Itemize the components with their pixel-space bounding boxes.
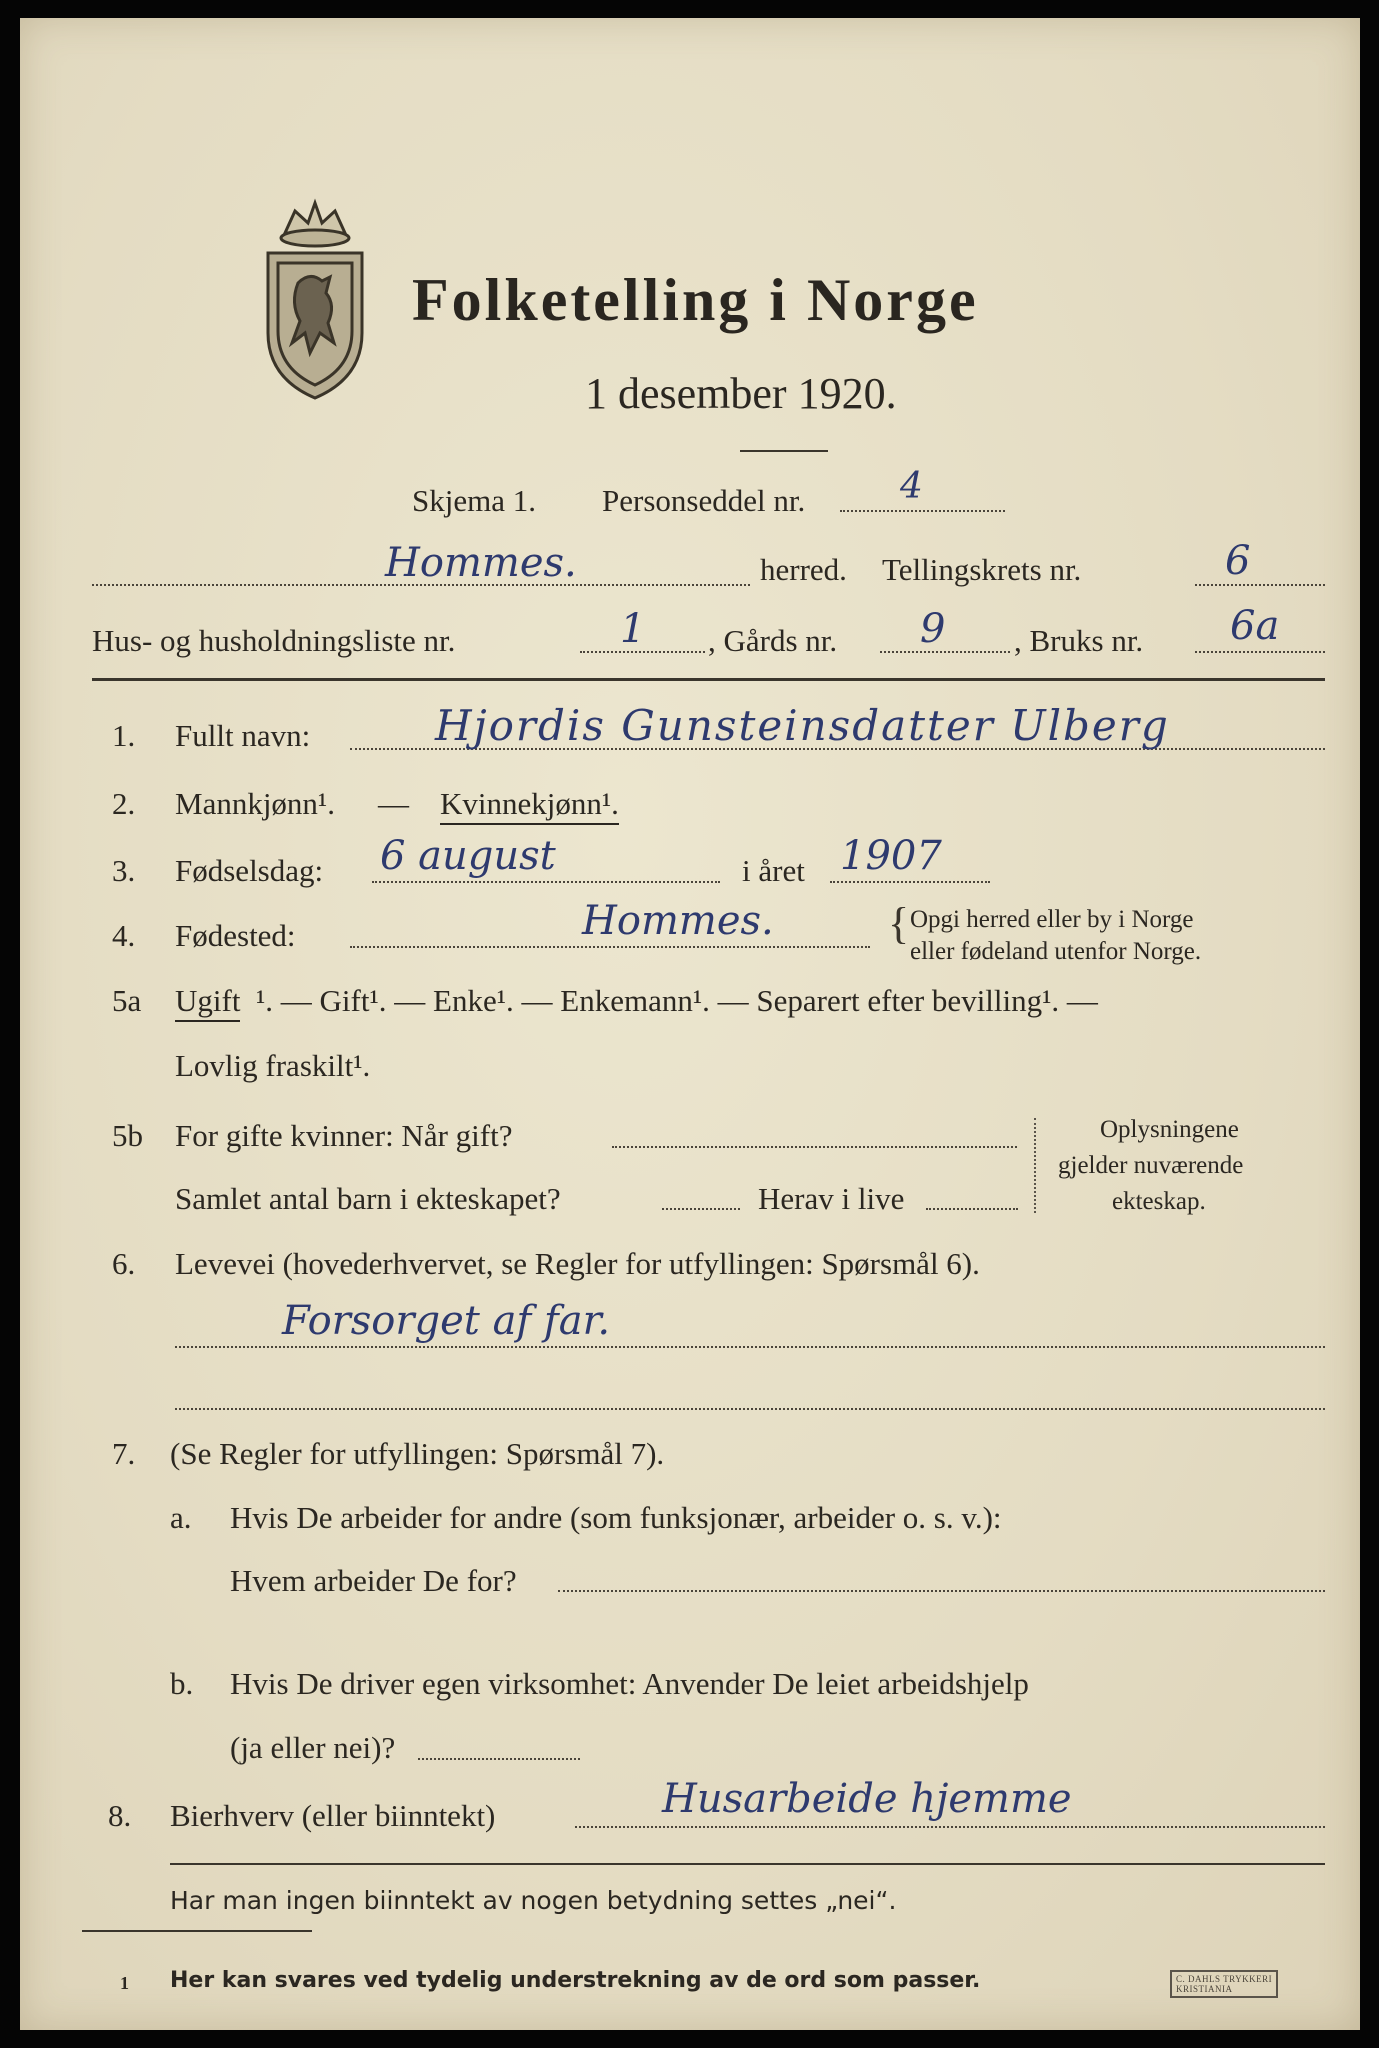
q2-number: 2. [112,786,136,821]
bruks-value: 6a [1230,603,1280,649]
hus-value: 1 [620,606,646,652]
q7-label: (Se Regler for utfyllingen: Spørsmål 7). [170,1436,665,1471]
q6-label: Levevei (hovederhvervet, se Regler for utfyllingen: Spørsmål 6). [175,1246,980,1281]
bruks-label: , Bruks nr. [1014,623,1144,658]
q5b-label3: Herav i live [758,1181,905,1216]
q7a-line2: Hvem arbeider De for? [230,1563,517,1598]
printer-stamp: C. DAHLS TRYKKERI KRISTIANIA [1170,1970,1278,1998]
gards-label: , Gårds nr. [708,623,838,658]
hus-label: Hus- og husholdningsliste nr. [92,623,456,658]
personseddel-label: Personseddel nr. [602,483,806,518]
q5b-number: 5b [112,1118,143,1153]
q5b-note3: ekteskap. [1112,1188,1206,1215]
q3-number: 3. [112,853,136,888]
tellingskrets-label: Tellingskrets nr. [882,552,1082,587]
q7a-letter: a. [170,1500,192,1535]
marital-options-line2: Lovlig fraskilt¹. [175,1048,371,1083]
footnote-text: Her kan svares ved tydelig understrekning av de ord som passer. [170,1968,981,1993]
personseddel-value: 4 [900,466,923,507]
skjema-label: Skjema 1. [412,483,536,518]
footnote-mark: 1 [120,1973,129,1993]
section-divider [92,678,1325,681]
q7a-line1: Hvis De arbeider for andre (som funksjonær, arbeider o. s. v.): [230,1500,1002,1535]
census-date: 1 desember 1920. [585,369,897,418]
q1-number: 1. [112,718,136,753]
birthplace-value: Hommes. [582,898,774,944]
q7b-line1: Hvis De driver egen virksomhet: Anvender De leiet arbeidshjelp [230,1666,1029,1701]
side-occupation-value: Husarbeide hjemme [662,1776,1072,1822]
birth-year-value: 1907 [840,833,942,879]
q7b-line2: (ja eller nei)? [230,1730,396,1765]
q3-year-label: i året [742,853,805,888]
q4-note-line2: eller fødeland utenfor Norge. [910,938,1202,965]
marital-ugift-underlined: Ugift [175,983,240,1022]
gender-male: Mannkjønn¹. [175,786,335,821]
tellingskrets-value: 6 [1225,538,1251,584]
coat-of-arms-icon [250,193,380,408]
q5b-label2: Samlet antal barn i ekteskapet? [175,1181,561,1216]
q1-label: Fullt navn: [175,718,311,753]
q5b-label1: For gifte kvinner: Når gift? [175,1118,513,1153]
q4-brace: { [888,899,910,948]
q4-number: 4. [112,918,136,953]
gender-separator: — [378,786,409,821]
q5b-note2: gjelder nuværende [1058,1152,1244,1179]
q3-label: Fødselsdag: [175,853,324,888]
gards-value: 9 [920,606,946,652]
q5b-note1: Oplysningene [1100,1116,1239,1143]
footer-note: Har man ingen biinntekt av nogen betydning settes „nei“. [170,1886,897,1915]
marital-options: ¹. — Gift¹. — Enke¹. — Enkemann¹. — Separert efter bevilling¹. — [256,983,1098,1018]
q8-number: 8. [108,1798,132,1833]
census-form-page [20,18,1360,2030]
q7-number: 7. [112,1436,136,1471]
gender-female-underlined: Kvinnekjønn¹. [440,786,619,825]
q5a-number: 5a [112,983,142,1018]
q7b-letter: b. [170,1666,194,1701]
q4-label: Fødested: [175,918,296,953]
full-name-value: Hjordis Gunsteinsdatter Ulberg [435,701,1170,750]
occupation-value: Forsorget af far. [282,1298,611,1344]
title-divider [740,450,828,452]
herred-label: herred. [760,552,847,587]
birthday-value: 6 august [380,833,556,879]
form-title: Folketelling i Norge [412,267,979,333]
herred-value: Hommes. [385,540,577,586]
q4-note-line1: Opgi herred eller by i Norge [910,906,1194,933]
q6-number: 6. [112,1246,136,1281]
q8-label: Bierhverv (eller biinntekt) [170,1798,496,1833]
